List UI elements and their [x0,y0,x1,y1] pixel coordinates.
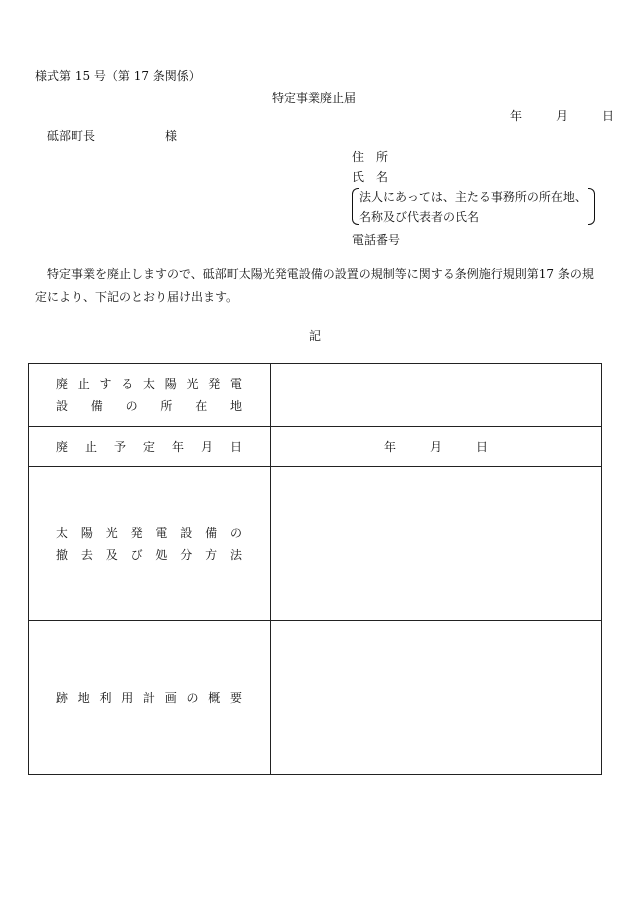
removal-method-field[interactable] [271,467,602,621]
planned-date-day: 日 [476,440,489,454]
table-row-removal [29,467,602,621]
removal-method-label [29,467,271,621]
location-label-line-1: 廃止する太陽光発電 [56,377,243,391]
detail-table [28,363,602,775]
table-row-location [29,364,602,427]
land-use-plan-label: 跡地利用計画の概要 [29,621,271,775]
planned-date-label: 廃止予定年月日 [29,427,271,467]
corporate-note-line-1: 法人にあっては、主たる事務所の所在地、 [359,190,587,204]
date-year-label: 年 [510,109,523,123]
table-row-date [29,427,602,467]
addressee-name: 砥部町長 [47,129,96,143]
body-text: 特定事業を廃止しますので、砥部町太陽光発電設備の設置の規制等に関する条例施行規則第17 条の規定により、下記のとおり届け出ます。 [35,267,594,304]
document-title: 特定事業廃止届 [272,91,357,105]
corporate-note [352,187,595,227]
location-label-line-2: 設備の所在地 [56,399,243,413]
location-field[interactable] [271,364,602,427]
ki-heading: 記 [309,329,322,343]
addressee [47,127,177,144]
form-number: 様式第 15 号（第 17 条関係） [35,69,201,83]
phone-label: 電話番号 [352,233,401,247]
submission-date [510,107,614,124]
removal-label-line-1: 太陽光発電設備の [56,525,243,540]
land-use-plan-field[interactable] [271,621,602,775]
location-label [29,364,271,427]
planned-date-field[interactable] [271,427,602,467]
removal-label-line-2: 撤去及び処分方法 [56,547,243,562]
addressee-honorific: 様 [165,129,178,143]
planned-date-month: 月 [429,440,442,454]
date-day-label: 日 [602,109,615,123]
planned-date-year: 年 [383,440,396,454]
date-month-label: 月 [556,109,569,123]
table-row-land-use [29,621,602,775]
corporate-note-line-2: 名称及び代表者の氏名 [359,210,480,224]
address-label: 住 所 [352,150,389,164]
applicant-block [352,147,595,250]
name-label: 氏 名 [352,170,389,184]
